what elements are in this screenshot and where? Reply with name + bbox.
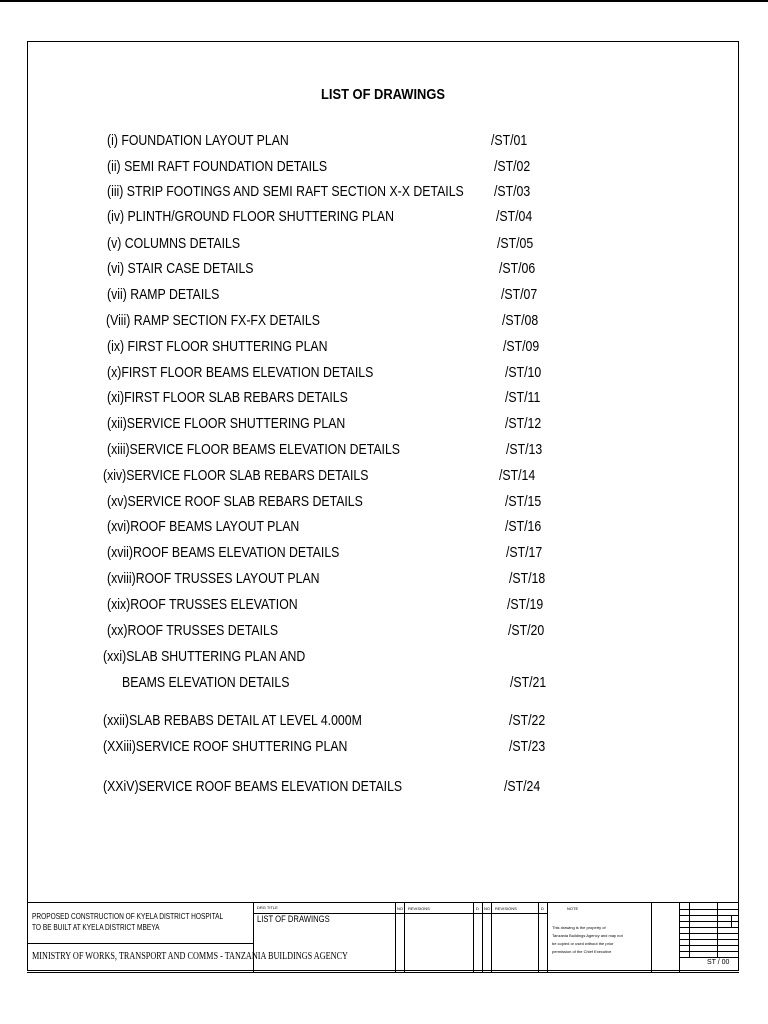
drawing-ref: /ST/03 [494, 183, 531, 200]
drawing-label: (Viii) RAMP SECTION FX-FX DETAILS [106, 312, 320, 329]
drawing-ref: /ST/09 [503, 338, 540, 355]
drawing-label: (xxi)SLAB SHUTTERING PLAN AND [103, 648, 306, 665]
drawing-ref: /ST/01 [491, 132, 528, 149]
drawing-label: (xviii)ROOF TRUSSES LAYOUT PLAN [107, 570, 320, 587]
drawing-label: (x)FIRST FLOOR BEAMS ELEVATION DETAILS [107, 364, 374, 381]
drawing-ref: /ST/04 [496, 208, 533, 225]
drawing-ref: /ST/15 [505, 493, 542, 510]
title-block [27, 902, 739, 971]
no-label-1: NO [397, 906, 403, 911]
drawing-ref: /ST/05 [497, 235, 534, 252]
project-line-2: TO BE BUILT AT KYELA DISTRICT MBEYA [32, 923, 160, 932]
drawing-ref: /ST/21 [510, 674, 547, 691]
ministry-line: MINISTRY OF WORKS, TRANSPORT AND COMMS - TANZANIA BUILDINGS AGENCY [32, 951, 348, 962]
drawing-label: (v) COLUMNS DETAILS [107, 235, 241, 252]
drawing-label: (xix)ROOF TRUSSES ELEVATION [107, 596, 298, 613]
revisions-label-2: REVISIONS [495, 906, 517, 911]
d-label-1: D [476, 906, 479, 911]
drawing-label: (xi)FIRST FLOOR SLAB REBARS DETAILS [107, 389, 348, 406]
drawing-ref: /ST/14 [499, 467, 536, 484]
drawing-ref: /ST/20 [508, 622, 545, 639]
drawing-label: (vii) RAMP DETAILS [107, 286, 220, 303]
drawing-ref: /ST/07 [501, 286, 538, 303]
drawing-label: (xxii)SLAB REBABS DETAIL AT LEVEL 4.000M [103, 712, 362, 729]
drawing-ref: /ST/06 [499, 260, 536, 277]
drawing-label: (xv)SERVICE ROOF SLAB REBARS DETAILS [107, 493, 363, 510]
drawing-label: (iv) PLINTH/GROUND FLOOR SHUTTERING PLAN [107, 208, 395, 225]
note-line-4: permission of the Chief Executive [552, 949, 612, 954]
drawing-ref: /ST/24 [504, 778, 541, 795]
drawing-ref: /ST/16 [505, 518, 542, 535]
drawing-label: (xx)ROOF TRUSSES DETAILS [107, 622, 279, 639]
drawing-ref: /ST/17 [506, 544, 543, 561]
drawing-ref: /ST/18 [509, 570, 546, 587]
drawing-label: (ii) SEMI RAFT FOUNDATION DETAILS [107, 158, 328, 175]
no-label-2: NO [484, 906, 490, 911]
drawing-ref: /ST/19 [507, 596, 544, 613]
note-label: NOTE [567, 906, 579, 911]
page-top-edge [0, 0, 768, 2]
drawing-ref: /ST/11 [505, 389, 541, 406]
drawing-label: (XXiii)SERVICE ROOF SHUTTERING PLAN [103, 738, 348, 755]
drawing-ref: /ST/10 [505, 364, 542, 381]
project-line-1: PROPOSED CONSTRUCTION OF KYELA DISTRICT HOSPITAL [32, 912, 224, 921]
drawing-label: (iii) STRIP FOOTINGS AND SEMI RAFT SECTION X-X DETAILS [107, 183, 464, 200]
d-label-2: D [541, 906, 544, 911]
note-line-2: Tanzania Buildings Agency and may not [552, 933, 623, 938]
drawing-label: (xiii)SERVICE FLOOR BEAMS ELEVATION DETAILS [107, 441, 400, 458]
drawing-ref: /ST/02 [494, 158, 531, 175]
page-title: LIST OF DRAWINGS [320, 86, 445, 103]
drawing-label: (i) FOUNDATION LAYOUT PLAN [107, 132, 289, 149]
drawing-ref: /ST/22 [509, 712, 546, 729]
drawing-ref: /ST/13 [506, 441, 543, 458]
drawing-label: (vi) STAIR CASE DETAILS [107, 260, 254, 277]
drawing-label: (ix) FIRST FLOOR SHUTTERING PLAN [107, 338, 328, 355]
drawing-label: (xvi)ROOF BEAMS LAYOUT PLAN [107, 518, 300, 535]
note-line-1: This drawing is the property of [552, 925, 606, 930]
drawing-label: (xvii)ROOF BEAMS ELEVATION DETAILS [107, 544, 340, 561]
note-line-3: be copied or used without the prior [552, 941, 614, 946]
drawing-ref: /ST/12 [505, 415, 542, 432]
drg-title: LIST OF DRAWINGS [257, 914, 330, 924]
sheet-number: ST / 00 [707, 959, 730, 966]
drawing-label: BEAMS ELEVATION DETAILS [122, 674, 290, 691]
drg-title-label: DRG TITLE [257, 905, 278, 910]
drawing-ref: /ST/23 [509, 738, 546, 755]
revisions-label-1: REVISIONS [408, 906, 430, 911]
drawing-label: (xiv)SERVICE FLOOR SLAB REBARS DETAILS [103, 467, 369, 484]
drawing-label: (xii)SERVICE FLOOR SHUTTERING PLAN [107, 415, 346, 432]
drawing-label: (XXiV)SERVICE ROOF BEAMS ELEVATION DETAILS [103, 778, 403, 795]
drawing-ref: /ST/08 [502, 312, 539, 329]
